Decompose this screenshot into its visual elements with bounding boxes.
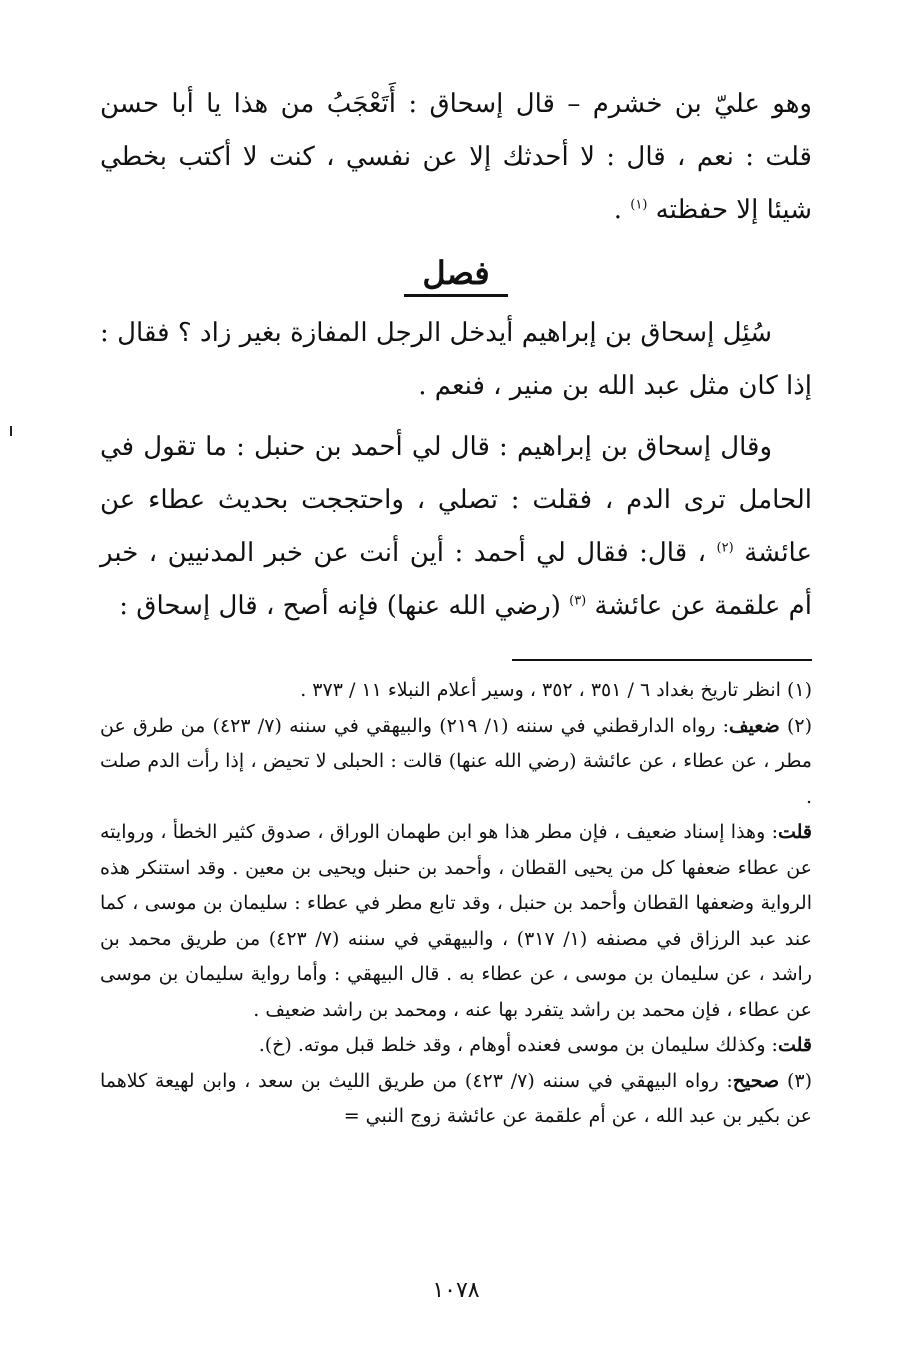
footnotes bbox=[100, 673, 812, 1135]
footnote-2-qult-1: قلت bbox=[777, 821, 812, 843]
footnote-3 bbox=[100, 1064, 812, 1135]
footnote-2-comment-2 bbox=[100, 1028, 812, 1064]
section-heading-text: فصل bbox=[404, 254, 507, 297]
page-number: ١٠٧٨ bbox=[432, 1278, 480, 1303]
paragraph-3 bbox=[100, 421, 812, 633]
footnote-2-grade: ضعيف bbox=[729, 714, 780, 737]
footnote-3-grade: صحيح bbox=[732, 1069, 780, 1092]
page-edge-mark bbox=[10, 426, 12, 436]
paragraph-3-text-c: (رضي الله عنها) فإنه أصح ، قال إسحاق : bbox=[119, 591, 570, 621]
footnote-2-text: : رواه الدارقطني في سننه (١/ ٢١٩) والبيهقي في سننه (٧/ ٤٢٣) من طرق عن مطر ، عن عطاء ، عن عائشة (رضي الله عنها) قالت : الحبلى لا تحيض ، إذا رأت الدم صلت . bbox=[100, 714, 812, 808]
footnote-3-text: : رواه البيهقي في سننه (٧/ ٤٢٣) من طريق الليث بن سعد ، وابن لهيعة كلاهما عن بكير بن عبد الله ، عن أم علقمة عن عائشة زوج النبي = bbox=[100, 1069, 812, 1127]
footnote-2-comment-1-text: : وهذا إسناد ضعيف ، فإن مطر هذا هو ابن طهمان الوراق ، صدوق كثير الخطأ ، وروايته عن عطاء ضعفها كل من يحيى القطان ، وأحمد بن حنبل ويحيى بن معين . وقد استنكر هذه الرواية وضعفها القطان وأحمد بن حنبل ، وقد تابع مطر في عطاء : سليمان بن موسى ، كما عند عبد الرزاق في مصنفه (١/ ٣١٧) ، والبيهقي في سننه (٧/ ٤٢٣) من طريق محمد بن راشد ، عن سليمان بن موسى ، عن عطاء به . قال البيهقي : وأما رواية سليمان بن موسى عن عطاء ، فإن محمد بن راشد يتفرد بها عنه ، ومحمد بن راشد ضعيف . bbox=[100, 821, 812, 1021]
paragraph-1 bbox=[100, 78, 812, 237]
footnote-1: (١) انظر تاريخ بغداد ٦ / ٣٥١ ، ٣٥٢ ، وسير أعلام النبلاء ١١ / ٣٧٣ . bbox=[300, 679, 812, 701]
book-page bbox=[100, 78, 812, 1135]
footnote-3-number: (٣) bbox=[779, 1069, 813, 1092]
paragraph-1-end: . bbox=[613, 195, 631, 225]
footnote-divider bbox=[512, 659, 812, 661]
paragraph-2: سُئِل إسحاق بن إبراهيم أيدخل الرجل المفازة بغير زاد ؟ فقال : إذا كان مثل عبد الله بن منير ، فنعم . bbox=[100, 318, 812, 401]
footnote-2-qult-2: قلت bbox=[777, 1034, 812, 1056]
footnote-ref-2[interactable]: (٢) bbox=[716, 540, 734, 556]
paragraph-3-text-a: وقال إسحاق بن إبراهيم : قال لي أحمد بن حنبل : ما تقول في الحامل ترى الدم ، فقلت : تصلي ، واحتججت بحديث عطاء عن عائشة bbox=[100, 432, 812, 568]
main-text bbox=[100, 78, 812, 633]
paragraph-1-text: وهو عليّ بن خشرم – قال إسحاق : أَتَعْجَبُ من هذا يا أبا حسن قلت : نعم ، قال : لا أحدثك إلا عن نفسي ، كنت لا أكتب بخطي شيئا إلا حفظته bbox=[100, 89, 812, 225]
paragraph-3-text-b: ، قال: فقال لي أحمد : أين أنت عن خبر المدنيين ، خبر أم علقمة عن عائشة bbox=[100, 538, 812, 621]
footnote-ref-3[interactable]: (٣) bbox=[569, 593, 587, 609]
footnote-2-comment-2-text: : وكذلك سليمان بن موسى فعنده أوهام ، وقد خلط قبل موته. (خ). bbox=[258, 1034, 778, 1056]
section-heading bbox=[100, 243, 812, 303]
footnote-ref-1[interactable]: (١) bbox=[630, 197, 648, 213]
footnote-2 bbox=[100, 709, 812, 816]
footnote-2-number: (٢) bbox=[779, 714, 812, 737]
footnote-2-comment-1 bbox=[100, 815, 812, 1028]
